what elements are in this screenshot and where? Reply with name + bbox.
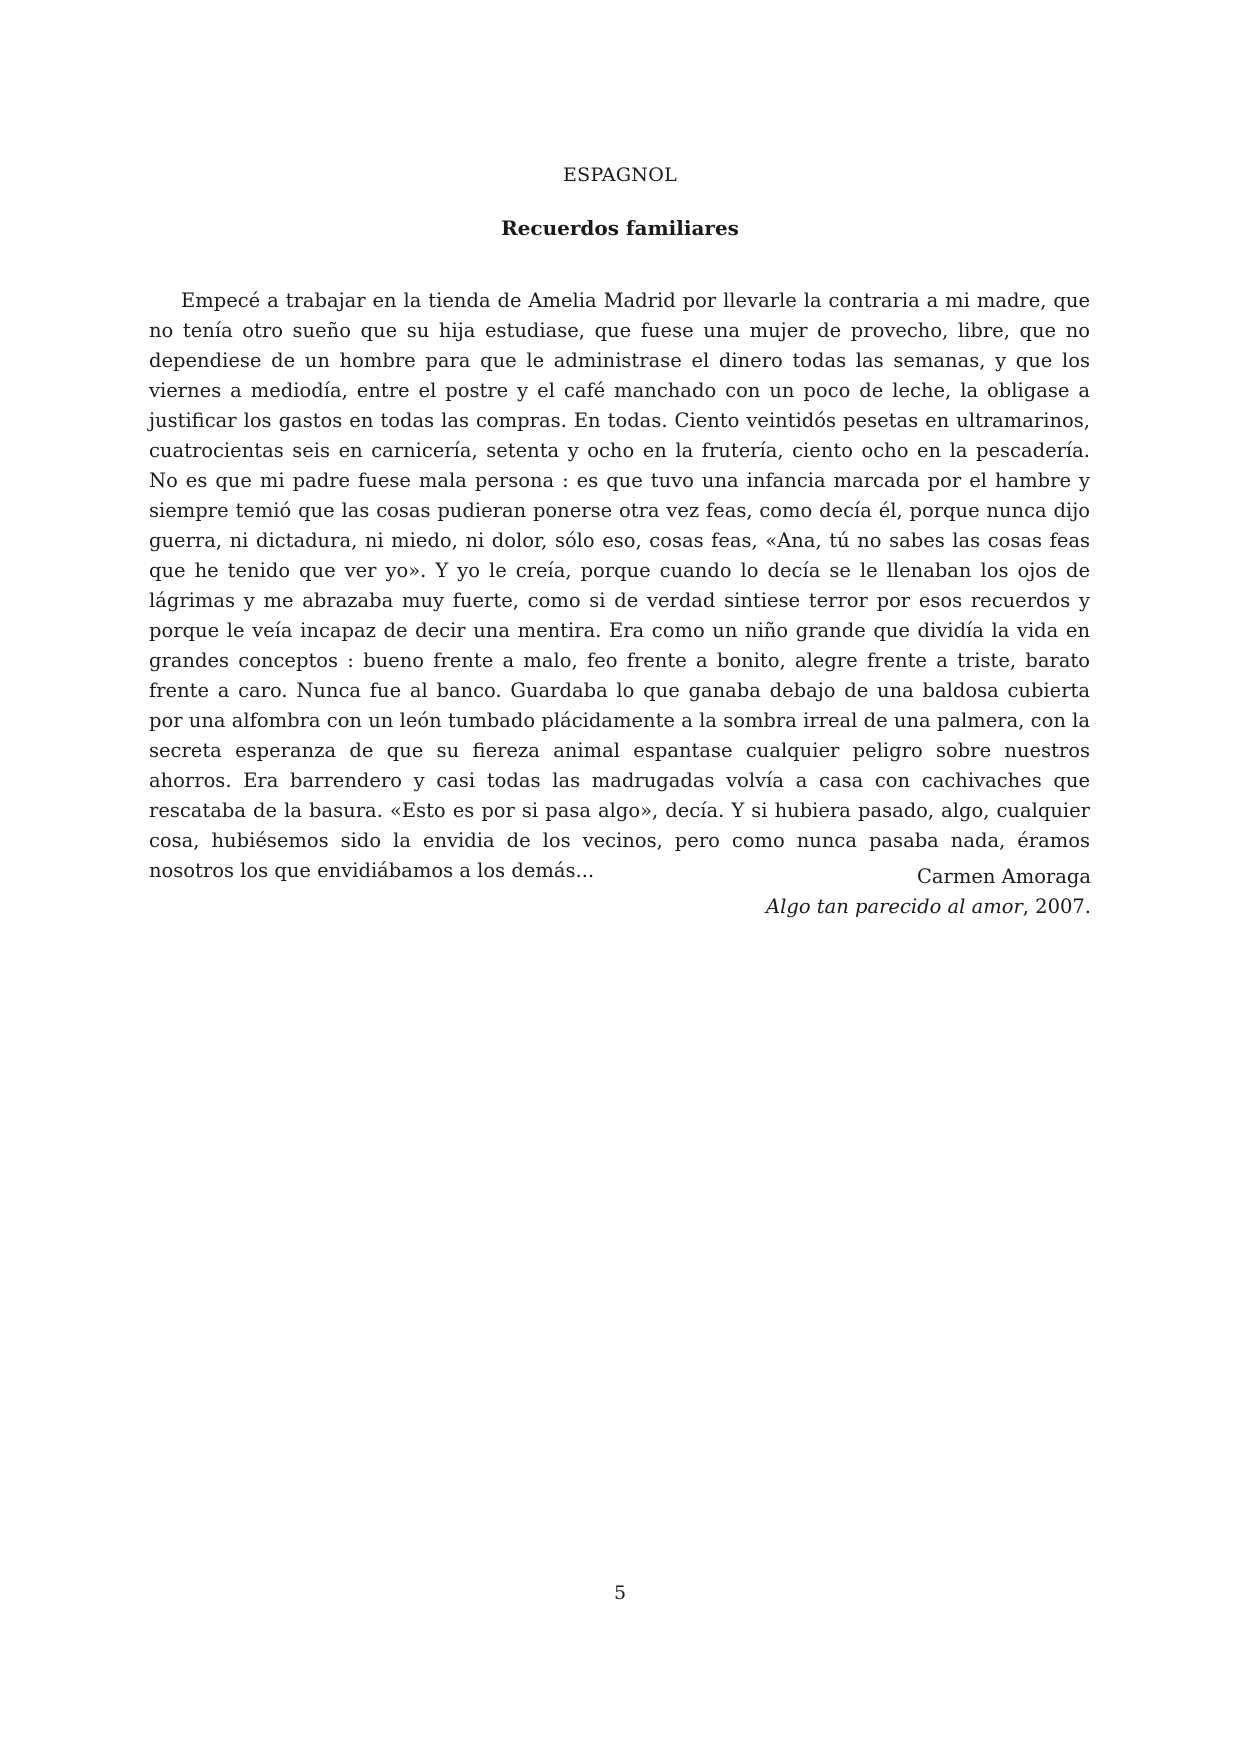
author-name: Carmen Amoraga	[916, 865, 1091, 888]
work-title: Algo tan parecido al amor	[766, 895, 1023, 918]
publication-year: , 2007.	[1022, 895, 1091, 918]
attribution	[491, 862, 1091, 922]
source-line	[491, 892, 1091, 922]
passage-title: Recuerdos familiares	[501, 216, 739, 240]
subject-heading: ESPAGNOL	[562, 164, 678, 186]
passage-text: Empecé a trabajar en la tienda de Amelia Madrid por llevarle la contraria a mi madre, que no tenía otro sueño que su hija estudiase, que fuese una mujer de provecho, libre, que no dependiese de un hombre para que le administrase el dinero todas las semanas, y que los viernes a mediodía, entre el postre y el café manchado con un poco de leche, la obligase a justificar los gastos en todas las compras. En todas. Ciento veintidós pesetas en ultramarinos, cuatrocientas seis en carnicería, setenta y ocho en la frutería, ciento ocho en la pescadería. No es que mi padre fuese mala persona : es que tuvo una infancia marcada por el hambre y siempre temió que las cosas pudieran ponerse otra vez feas, como decía él, porque nunca dijo guerra, ni dictadura, ni miedo, ni dolor, sólo eso, cosas feas, «Ana, tú no sabes las cosas feas que he tenido que ver yo». Y yo le creía, porque cuando lo decía se le llenaban los ojos de lágrimas y me abrazaba muy fuerte, como si de verdad sintiese terror por esos recuerdos y porque le veía incapaz de decir una mentira. Era como un niño grande que dividía la vida en grandes conceptos : bueno frente a malo, feo frente a bonito, alegre frente a triste, barato frente a caro. Nunca fue al banco. Guardaba lo que ganaba debajo de una baldosa cubierta por una alfombra con un león tumbado plácidamente a la sombra irreal de una palmera, con la secreta esperanza de que su fiereza animal espantase cualquier peligro sobre nuestros ahorros. Era barrendero y casi todas las madrugadas volvía a casa con cachivaches que rescataba de la basura. «Esto es por si pasa algo», decía. Y si hubiera pasado, algo, cualquier cosa, hubiésemos sido la envidia de los vecinos, pero como nunca pasaba nada, éramos nosotros los que envidiábamos a los demás...	[149, 289, 1090, 882]
page-number: 5	[613, 1582, 627, 1604]
